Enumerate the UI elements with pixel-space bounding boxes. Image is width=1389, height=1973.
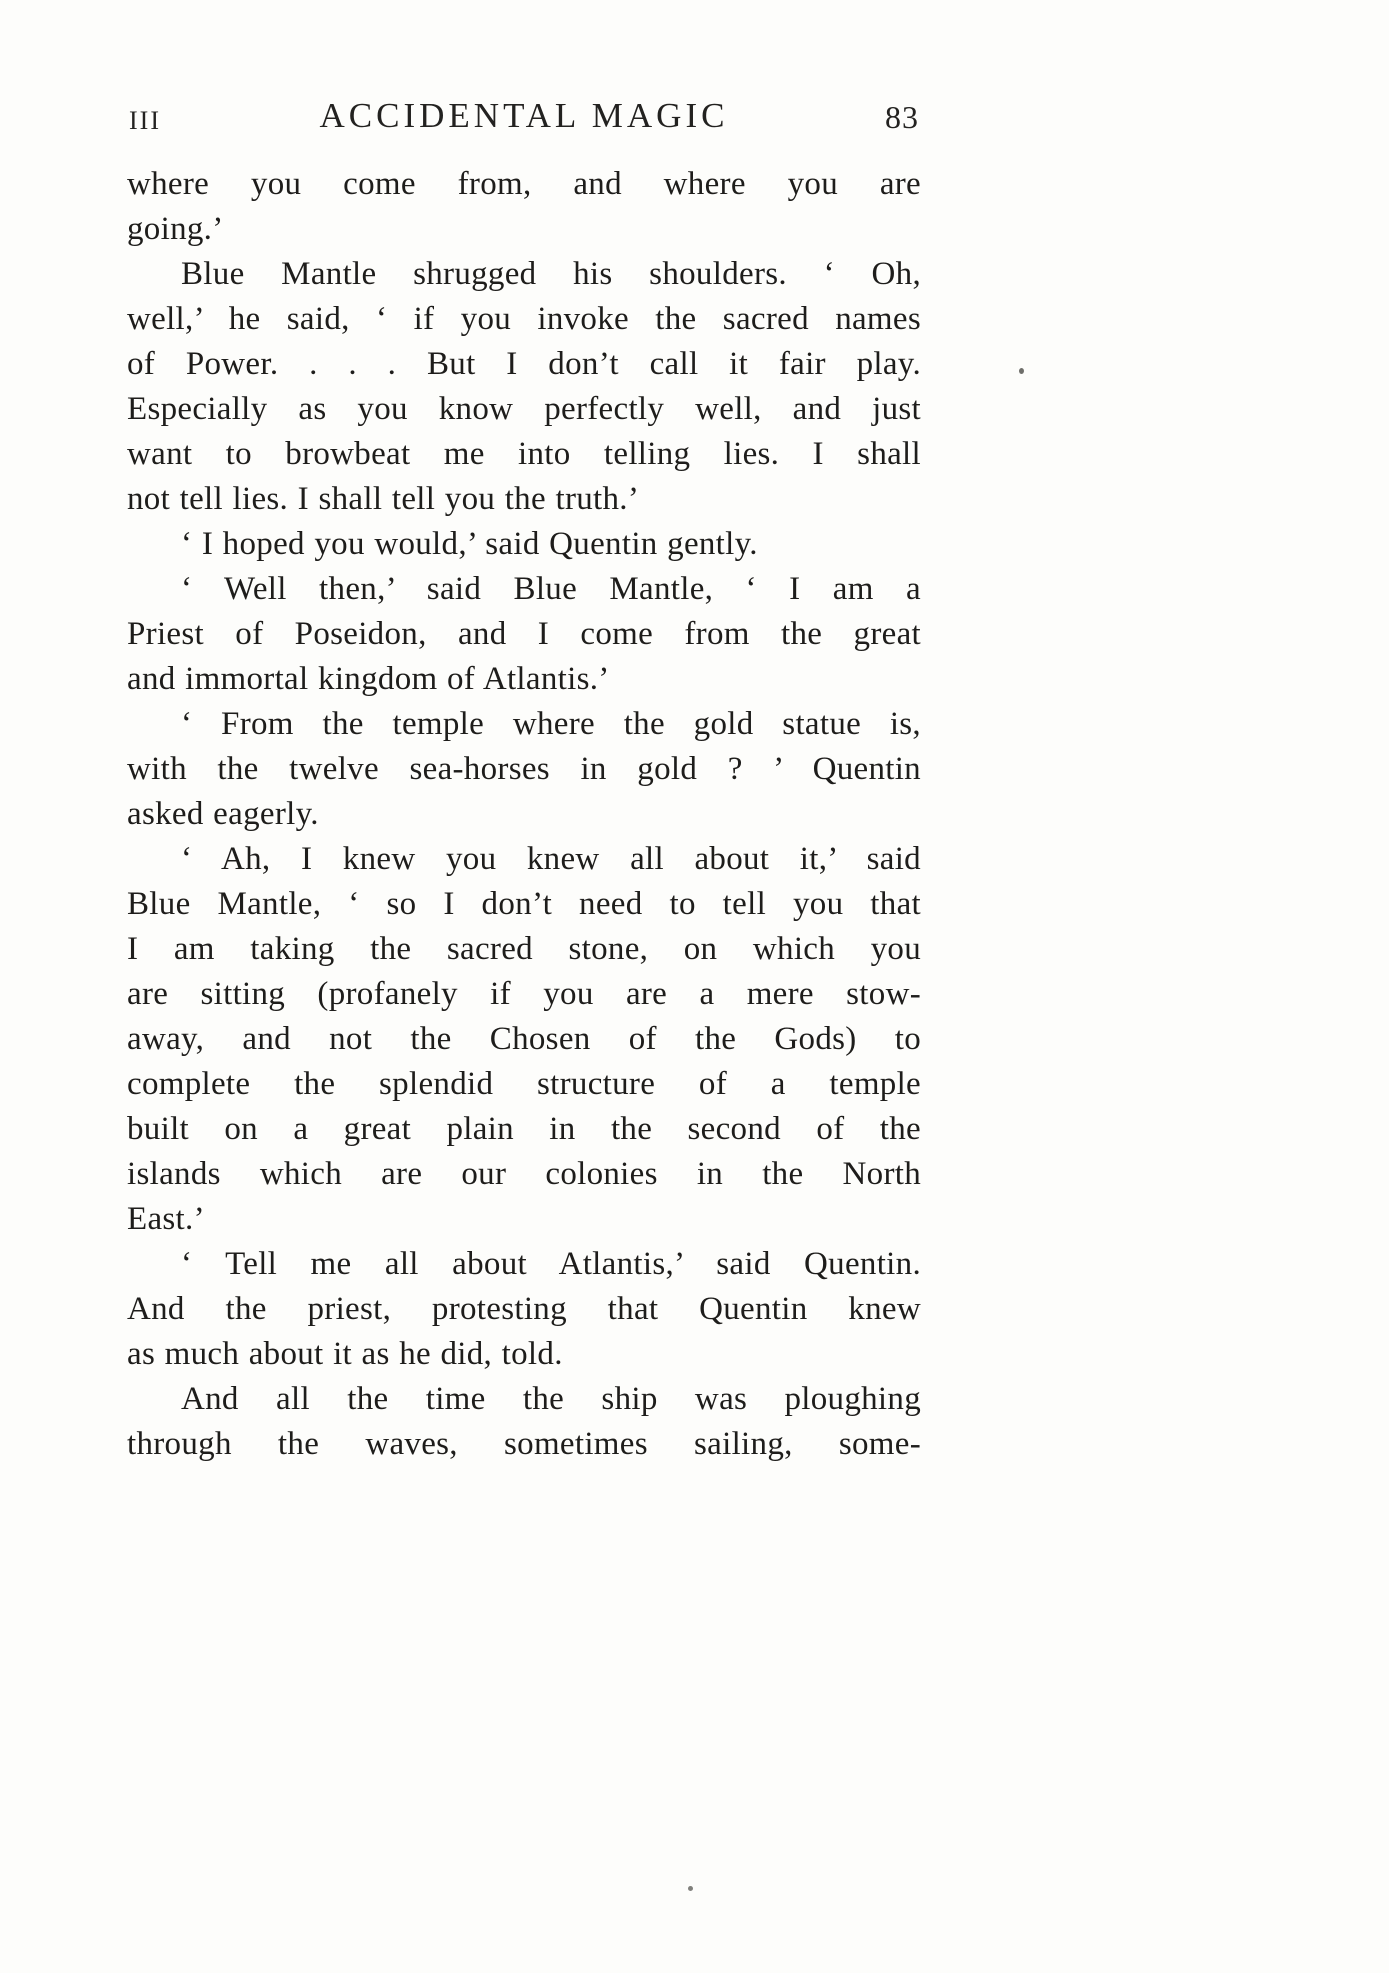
text-line: islands which are our colonies in the North	[127, 1156, 921, 1192]
paragraph	[127, 837, 921, 1242]
text-line: I am taking the sacred stone, on which you	[127, 931, 921, 967]
text-line: want to browbeat me into telling lies. I shall	[127, 436, 921, 472]
text-line: away, and not the Chosen of the Gods) to	[127, 1021, 921, 1057]
text-line: of Power. . . . But I don’t call it fair play.	[127, 346, 921, 382]
page-text	[127, 162, 921, 1467]
running-title: ACCIDENTAL MAGIC	[319, 96, 729, 135]
text-line: and immortal kingdom of Atlantis.’	[127, 661, 610, 697]
text-line: built on a great plain in the second of the	[127, 1111, 921, 1147]
scan-speck	[688, 1886, 693, 1891]
chapter-number: III	[129, 106, 161, 135]
text-line: And the priest, protesting that Quentin knew	[127, 1291, 921, 1327]
paragraph	[127, 702, 921, 837]
text-line: asked eagerly.	[127, 796, 319, 832]
text-line: not tell lies. I shall tell you the truth.’	[127, 481, 640, 517]
text-line: Blue Mantle, ‘ so I don’t need to tell you that	[127, 886, 921, 922]
page-number: 83	[885, 99, 919, 135]
paragraph	[127, 567, 921, 702]
text-line: Especially as you know perfectly well, and just	[127, 391, 921, 427]
text-line: complete the splendid structure of a temple	[127, 1066, 921, 1102]
paragraph	[127, 162, 921, 252]
text-line: ‘ Well then,’ said Blue Mantle, ‘ I am a	[181, 571, 921, 607]
page-header	[127, 96, 921, 144]
text-line: ‘ From the temple where the gold statue is,	[181, 706, 921, 742]
text-line: where you come from, and where you are	[127, 166, 921, 202]
paragraph	[127, 1377, 921, 1467]
text-line: ‘ Tell me all about Atlantis,’ said Quentin.	[181, 1246, 921, 1282]
text-line: with the twelve sea-horses in gold ? ’ Quentin	[127, 751, 921, 787]
text-line: ‘ I hoped you would,’ said Quentin gently.	[181, 526, 758, 562]
text-line: are sitting (profanely if you are a mere stow-	[127, 976, 921, 1012]
text-line: well,’ he said, ‘ if you invoke the sacred names	[127, 301, 921, 337]
text-line: through the waves, sometimes sailing, some-	[127, 1426, 921, 1462]
text-line: Blue Mantle shrugged his shoulders. ‘ Oh,	[181, 256, 921, 292]
paragraph	[127, 1242, 921, 1377]
text-line: East.’	[127, 1201, 205, 1237]
text-line: Priest of Poseidon, and I come from the great	[127, 616, 921, 652]
paragraph	[127, 252, 921, 522]
text-line: as much about it as he did, told.	[127, 1336, 563, 1372]
text-line: And all the time the ship was ploughing	[181, 1381, 921, 1417]
paragraph	[127, 522, 921, 567]
text-line: ‘ Ah, I knew you knew all about it,’ said	[181, 841, 921, 877]
text-line: going.’	[127, 211, 224, 247]
scan-speck	[1019, 368, 1024, 374]
